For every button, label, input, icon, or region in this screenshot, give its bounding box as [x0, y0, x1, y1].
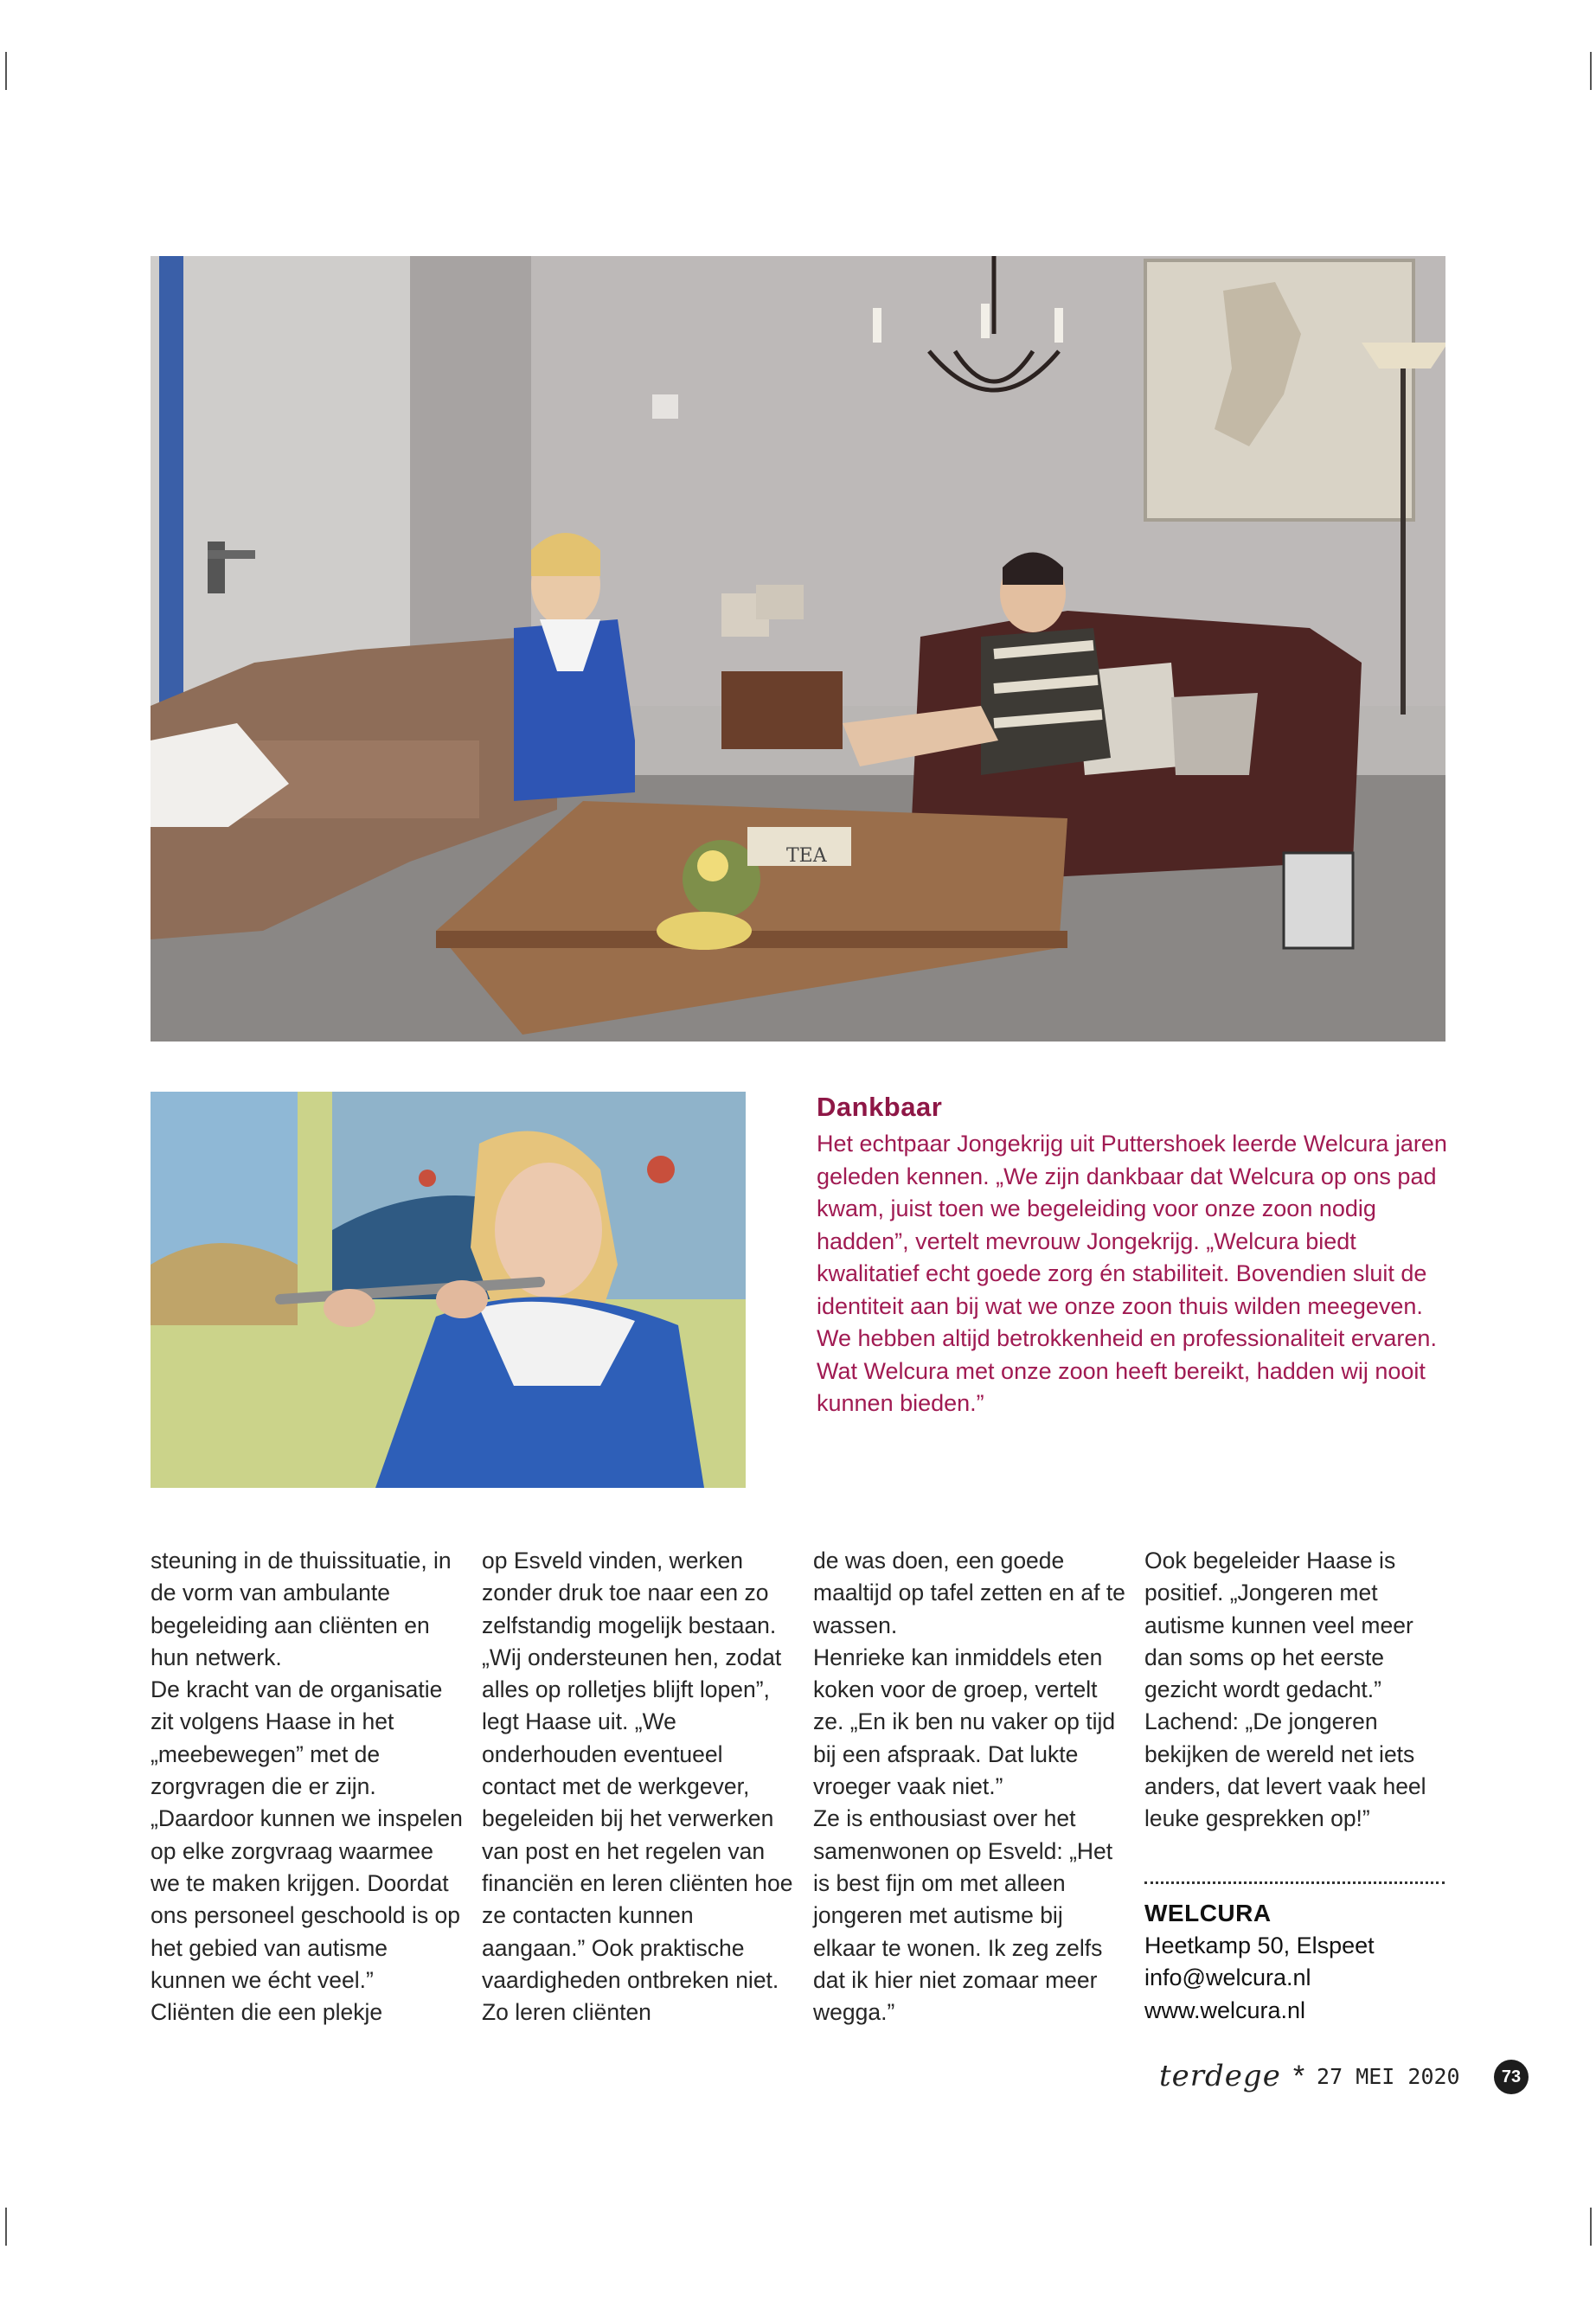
paragraph: steuning in de thuissituatie, in de vorm van ambulante begeleiding aan cliënten en hun netwerk. [151, 1548, 452, 1670]
issue-date: 27 MEI 2020 [1317, 2063, 1460, 2089]
flute-photo [151, 1092, 746, 1488]
contact-email[interactable]: info@welcura.nl [1144, 1965, 1311, 1990]
contact-website[interactable]: www.welcura.nl [1144, 1997, 1306, 2023]
contact-block [1144, 1897, 1473, 2027]
separator-star: * [1292, 2059, 1305, 2093]
crop-mark [1590, 2208, 1592, 2246]
article-column-3 [813, 1545, 1126, 2029]
paragraph: op Esveld vinden, werken zonder druk toe naar een zo zelfstandig mogelijk bestaan. „Wij ondersteunen hen, zodat alles op rolletjes blijft lopen”, legt Haase uit. „We onderhouden eventueel contact met de werkgever, begeleiden bij het verwerken van post en het regelen van financiën en leren cliënten hoe ze contacten kunnen aangaan.” Ook praktische vaardigheden ontbreken niet. Zo leren cliënten [482, 1548, 793, 2026]
paragraph: Henrieke kan inmiddels eten koken voor de groep, vertelt ze. „En ik ben nu vaker op tijd bij een afspraak. Dat lukte vroeger vaak niet.” [813, 1644, 1116, 1800]
contact-address: Heetkamp 50, Elspeet [1144, 1932, 1375, 1958]
crop-mark [5, 2208, 7, 2246]
article-column-4 [1144, 1545, 1458, 1836]
paragraph: Ook begeleider Haase is positief. „Jongeren met autisme kunnen veel meer dan soms op het eerste gezicht wordt gedacht.” Lachend: „De jongeren bekijken de wereld net iets anders, dat levert vaak heel leuke gesprekken op!” [1144, 1548, 1426, 1832]
page-number: 73 [1494, 2060, 1529, 2094]
tea-box-label: TEA [786, 845, 827, 867]
sidebar-dankbaar [817, 1092, 1448, 1420]
dotted-divider [1144, 1881, 1445, 1884]
article-column-1 [151, 1545, 464, 2029]
article-column-2 [482, 1545, 795, 2029]
contact-org: WELCURA [1144, 1900, 1272, 1926]
paragraph: De kracht van de organisatie zit volgens Haase in het „meebewegen” met de zorgvragen die er zijn. „Daardoor kunnen we inspelen op elke zorgvraag waarmee we te maken krijgen. Doordat ons personeel geschoold is op het gebied van autisme kunnen we écht veel.” Cliënten die een plekje [151, 1676, 463, 2026]
footer [1159, 2057, 1460, 2095]
sidebar-text: Het echtpaar Jongekrijg uit Puttershoek leerde Welcura jaren geleden kennen. „We zijn dankbaar dat Welcura op ons pad kwam, juist toen we begeleiding voor onze zoon nodig hadden”, vertelt mevrouw Jongekrijg. „Welcura biedt kwalitatief echt goede zorg én stabiliteit. Bovendien sluit de identiteit aan bij wat we onze zoon thuis wilden meegeven. We hebben altijd betrokkenheid en professionaliteit ervaren. Wat Welcura met onze zoon heeft bereikt, hadden wij nooit kunnen bieden.” [817, 1131, 1447, 1416]
main-photo-living-room [151, 256, 1445, 1042]
crop-mark [5, 52, 7, 90]
paragraph: Ze is enthousiast over het samenwonen op Esveld: „Het is best fijn om met alleen jongeren met autisme bij elkaar te wonen. Ik zeg zelfs dat ik hier niet zomaar meer wegga.” [813, 1805, 1113, 2026]
paragraph: de was doen, een goede maaltijd op tafel zetten en af te wassen. [813, 1548, 1125, 1638]
magazine-brand: terdege [1159, 2059, 1281, 2093]
crop-mark [1590, 52, 1592, 90]
sidebar-heading: Dankbaar [817, 1092, 943, 1122]
